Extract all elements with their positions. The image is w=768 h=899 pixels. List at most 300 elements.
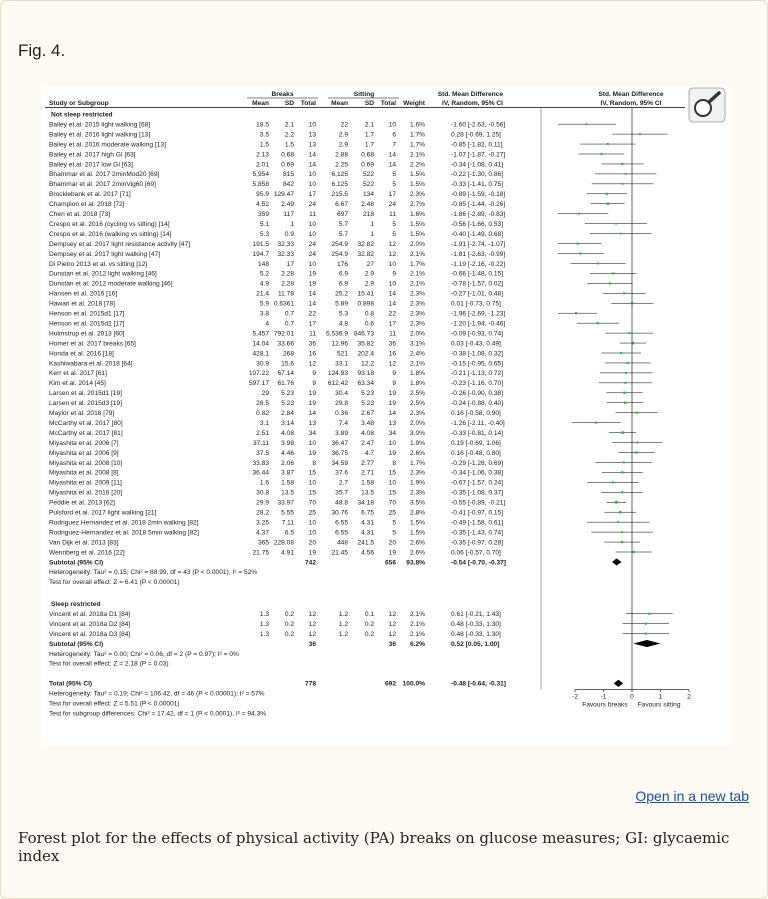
g0-study-0-sd-breaks: 2.1 — [284, 121, 294, 129]
g0-study-28-point — [624, 402, 626, 404]
subgroup-1-subtotal-label: Subtotal (95% CI) — [49, 640, 104, 648]
g1-study-0-n-breaks: 12 — [308, 610, 316, 618]
g0-study-33-weight: 2.6% — [409, 449, 425, 457]
g0-study-38-n-sitting: 70 — [388, 499, 396, 507]
g0-study-15-sd-sitting: 2.9 — [364, 270, 374, 278]
g0-study-36-mean-breaks: 1.6 — [259, 479, 269, 487]
g0-study-22-n-sitting: 36 — [388, 340, 396, 348]
g0-study-18-n-breaks: 14 — [308, 300, 316, 308]
subgroup-1-subtotal-weight: 6.2% — [409, 640, 425, 648]
g0-study-23-ci: -0.38 [-1.08, 0.32] — [451, 350, 504, 358]
g0-study-16-mean-breaks: 4.9 — [259, 280, 269, 288]
g0-study-0-mean-breaks: 18.5 — [256, 121, 269, 129]
g0-study-41-mean-breaks: 4.37 — [256, 529, 269, 537]
g0-study-4-n-breaks: 14 — [308, 161, 316, 169]
g0-study-1-n-sitting: 6 — [392, 131, 396, 139]
g0-study-35-n-breaks: 15 — [308, 469, 316, 477]
g0-study-15-n-breaks: 19 — [308, 270, 316, 278]
g0-study-19-sd-sitting: 0.8 — [364, 310, 374, 318]
g0-study-29-point — [635, 412, 637, 414]
header-mean-breaks: Mean — [252, 100, 269, 107]
g0-study-28-sd-breaks: 5.23 — [281, 400, 294, 408]
g0-study-11-sd-breaks: 0.9 — [284, 230, 294, 238]
g0-study-37-ci: -0.35 [-1.08, 0.37] — [451, 489, 504, 497]
g0-study-2-ci: -0.85 [-1.82, 0.11] — [451, 141, 503, 149]
g0-study-14-sd-breaks: 17 — [286, 260, 294, 268]
g0-study-8-n-sitting: 24 — [388, 201, 396, 209]
g1-study-1-n-sitting: 12 — [388, 620, 396, 628]
subgroup-0-overall-test: Test for overall effect: Z = 6.41 (P < 0.00001) — [49, 579, 180, 587]
x-tick-label-2: 0 — [630, 693, 634, 701]
g1-study-1-sd-breaks: 0.2 — [284, 620, 294, 628]
g0-study-38-ci: -0.55 [-0.89, -0.21] — [451, 499, 506, 507]
g0-study-43-ci: 0.06 [-0.57, 0.70] — [451, 549, 501, 557]
g1-study-2-mean-breaks: 1.3 — [259, 630, 269, 638]
g0-study-39-sd-sitting: 6.75 — [361, 509, 374, 517]
g0-study-24-name: Kashiwabara et al. 2018 [64] — [49, 360, 133, 368]
g0-study-42-sd-breaks: 228.08 — [273, 539, 294, 547]
g0-study-21-n-breaks: 11 — [309, 330, 316, 338]
g0-study-26-mean-breaks: 597.17 — [248, 380, 269, 388]
g0-study-38-n-breaks: 70 — [308, 499, 316, 507]
g0-study-5-sd-breaks: 815 — [282, 171, 294, 179]
g0-study-0-n-sitting: 10 — [388, 121, 396, 129]
g0-study-29-mean-breaks: 0.82 — [256, 410, 269, 417]
g0-study-16-ci: -0.78 [-1.57, 0.02] — [451, 280, 504, 288]
g0-study-43-weight: 2.6% — [409, 549, 425, 557]
g1-study-0-n-sitting: 12 — [388, 610, 396, 618]
g0-study-20-n-sitting: 17 — [388, 320, 396, 328]
g0-study-20-name: Henson et al. 2015d2 [17] — [49, 320, 125, 328]
subgroup-1-subtotal-n-breaks: 36 — [308, 640, 316, 648]
g0-study-12-weight: 2.0% — [409, 240, 425, 248]
g0-study-21-mean-sitting: 5,536.9 — [326, 330, 348, 338]
g0-study-4-name: Bailey et al. 2017 low GI [63] — [49, 161, 133, 169]
g0-study-2-name: Bailey et al. 2016 moderate walking [13] — [49, 141, 166, 149]
g0-study-35-name: Miyashita et al. 2008 [8] — [49, 469, 119, 477]
g0-study-11-sd-sitting: 1 — [370, 230, 374, 238]
g0-study-11-name: Crespo et al. 2016 (walking vs sitting) [14] — [49, 230, 172, 238]
subgroup-0-subtotal-label: Subtotal (95% CI) — [49, 559, 104, 567]
g0-study-17-mean-sitting: 25.2 — [335, 290, 348, 298]
g0-study-36-ci: -0.67 [-1.57, 0.24] — [451, 479, 504, 487]
forest-plot — [41, 86, 729, 746]
g0-study-15-point — [612, 272, 614, 274]
g0-study-40-ci: -0.49 [-1.58, 0.61] — [451, 519, 504, 527]
g0-study-4-ci: -0.34 [-1.08, 0.41] — [451, 161, 504, 169]
footer-line-1: Test for overall effect: Z = 5.51 (P < 0.00001) — [49, 700, 180, 708]
g1-study-0-name: Vincent et al. 2018a D1 [84] — [49, 610, 131, 618]
g0-study-1-mean-sitting: 2.9 — [338, 131, 348, 139]
g0-study-17-name: Hansen et al. 2016 [16] — [49, 290, 118, 298]
g0-study-39-mean-sitting: 30.76 — [331, 509, 348, 517]
g0-study-20-n-breaks: 17 — [308, 320, 316, 328]
g0-study-34-sd-sitting: 2.77 — [361, 459, 374, 467]
g0-study-30-point — [595, 422, 597, 424]
g0-study-6-weight: 1.5% — [409, 181, 425, 189]
x-tick-label-1: -1 — [600, 693, 607, 701]
g0-study-13-weight: 2.1% — [409, 250, 425, 258]
g0-study-30-ci: -1.26 [-2.11, -0.40] — [451, 419, 505, 427]
g0-study-41-n-sitting: 5 — [392, 529, 396, 537]
subgroup-1-subtotal-n-sitting: 36 — [388, 640, 396, 648]
g0-study-18-mean-sitting: 5.89 — [335, 300, 348, 308]
header-weight: Weight — [403, 100, 425, 107]
g0-study-23-point — [620, 352, 622, 354]
g0-study-20-ci: -1.20 [-1.94, -0.46] — [451, 320, 506, 328]
g0-study-34-n-breaks: 8 — [312, 459, 316, 467]
total-n-breaks: 778 — [304, 680, 316, 688]
g0-study-25-sd-breaks: 67.14 — [277, 370, 294, 378]
subgroup-1-heterogeneity: Heterogeneity: Tau² = 0.00; Chi² = 0.06, df = 2 (P = 0.97); I² = 0% — [49, 650, 239, 658]
g0-study-16-point — [609, 282, 611, 284]
g0-study-39-name: Pulsford et al. 2017 light walking [21] — [49, 509, 157, 517]
g0-study-35-point — [621, 471, 623, 473]
g0-study-30-mean-sitting: 7.4 — [338, 419, 348, 427]
g0-study-2-sd-breaks: 1.5 — [284, 141, 294, 149]
g0-study-17-weight: 2.3% — [409, 290, 425, 298]
g0-study-23-mean-breaks: 428.1 — [252, 350, 269, 358]
g0-study-19-sd-breaks: 0.7 — [284, 310, 294, 318]
g0-study-5-sd-sitting: 522 — [362, 171, 374, 179]
g0-study-20-weight: 2.3% — [409, 320, 425, 328]
g0-study-32-n-breaks: 10 — [308, 439, 316, 447]
g0-study-31-name: McCarthy et al. 2017 [81] — [49, 429, 123, 437]
g0-study-6-name: Bhammar et al. 2017 2minVig60 [69] — [49, 181, 156, 189]
g0-study-12-sd-sitting: 32.82 — [357, 240, 374, 248]
g0-study-1-mean-breaks: 3.5 — [259, 131, 269, 139]
g0-study-38-point — [615, 501, 618, 504]
g0-study-5-n-sitting: 5 — [392, 171, 396, 179]
g0-study-22-weight: 3.1% — [409, 340, 425, 348]
g0-study-15-sd-breaks: 2.28 — [281, 270, 294, 278]
header-study: Study or Subgroup — [49, 100, 109, 107]
open-in-new-tab-link[interactable]: Open in a new tab — [635, 788, 749, 804]
g0-study-3-name: Bailey et al. 2017 high GI [63] — [49, 151, 136, 159]
g0-study-22-mean-breaks: 14.04 — [252, 340, 269, 348]
g0-study-24-n-sitting: 12 — [388, 360, 396, 368]
g0-study-30-name: McCarthy et al. 2017 [80] — [49, 419, 123, 427]
g0-study-10-weight: 1.5% — [409, 220, 425, 228]
g0-study-10-sd-sitting: 1 — [370, 220, 374, 228]
g0-study-36-weight: 1.9% — [409, 479, 425, 487]
g0-study-31-sd-sitting: 4.08 — [361, 429, 374, 437]
g0-study-30-weight: 2.0% — [409, 419, 425, 427]
g0-study-1-sd-breaks: 2.2 — [284, 131, 294, 139]
g0-study-19-weight: 2.3% — [409, 310, 425, 318]
g0-study-10-mean-sitting: 5.7 — [338, 220, 348, 228]
g0-study-12-point — [577, 243, 579, 245]
g0-study-34-mean-breaks: 33.83 — [252, 459, 269, 467]
g0-study-28-mean-breaks: 28.5 — [256, 400, 269, 408]
header-sd-sitting: SD — [364, 100, 374, 107]
g1-study-0-sd-breaks: 0.2 — [284, 610, 294, 618]
magnifier-icon[interactable] — [689, 88, 725, 122]
g0-study-40-mean-sitting: 6.55 — [335, 519, 348, 527]
g0-study-28-mean-sitting: 29.8 — [335, 400, 348, 408]
g0-study-7-sd-breaks: 129.47 — [273, 191, 294, 199]
g0-study-9-point — [578, 213, 580, 215]
g0-study-18-sd-breaks: 0.6361 — [273, 300, 294, 308]
g1-study-1-n-breaks: 12 — [308, 620, 316, 628]
g0-study-37-name: Miyashita et al. 2016 [20] — [49, 489, 123, 497]
g0-study-7-ci: -0.89 [-1.59, -0.18] — [451, 191, 506, 199]
g0-study-13-n-sitting: 12 — [388, 250, 396, 258]
g0-study-13-n-breaks: 24 — [308, 250, 316, 258]
g0-study-37-point — [621, 491, 623, 493]
g0-study-39-weight: 2.8% — [409, 509, 425, 517]
g0-study-26-name: Kim et al. 2014 [45] — [49, 380, 106, 388]
g0-study-10-n-sitting: 5 — [392, 220, 396, 228]
g0-study-33-name: Miyashita et al. 2006 [9] — [49, 449, 119, 457]
g0-study-37-sd-breaks: 13.5 — [281, 489, 294, 497]
g0-study-9-sd-sitting: 218 — [362, 211, 374, 218]
g0-study-43-name: Wennberg et al. 2016 [22] — [49, 549, 125, 557]
g1-study-1-name: Vincent et al. 2018a D2 [84] — [49, 620, 131, 628]
g0-study-26-ci: -0.23 [-1.16, 0.70] — [451, 380, 504, 388]
g0-study-4-sd-sitting: 0.69 — [361, 161, 374, 169]
g0-study-34-n-sitting: 8 — [392, 459, 396, 467]
g0-study-13-sd-breaks: 32.33 — [277, 250, 294, 258]
g0-study-32-weight: 1.9% — [409, 439, 425, 447]
header-sd-breaks: SD — [284, 100, 294, 107]
g0-study-9-ci: -1.86 [-2.89, -0.83] — [451, 211, 506, 218]
g0-study-15-mean-breaks: 5.2 — [259, 270, 269, 278]
g0-study-39-sd-breaks: 5.55 — [281, 509, 294, 517]
g0-study-11-n-sitting: 5 — [392, 230, 396, 238]
g0-study-37-n-breaks: 15 — [308, 489, 316, 497]
g0-study-25-mean-sitting: 124.93 — [327, 370, 348, 378]
g0-study-33-point — [635, 451, 637, 453]
x-tick-label-4: 2 — [687, 693, 691, 701]
g0-study-5-ci: -0.22 [-1.30, 0.86] — [451, 171, 504, 179]
g0-study-9-mean-breaks: 359 — [257, 211, 269, 218]
g1-study-0-ci: 0.61 [-0.21, 1.43] — [451, 610, 501, 618]
g0-study-6-sd-sitting: 522 — [362, 181, 374, 189]
g0-study-8-sd-breaks: 2.49 — [281, 201, 294, 209]
g0-study-31-mean-breaks: 2.51 — [256, 429, 269, 437]
g0-study-6-sd-breaks: 842 — [282, 181, 294, 189]
g1-study-0-mean-sitting: 1.2 — [338, 610, 348, 618]
g0-study-25-sd-sitting: 93.18 — [357, 370, 374, 378]
g0-study-11-mean-sitting: 5.7 — [338, 230, 348, 238]
g0-study-8-weight: 2.7% — [409, 201, 425, 209]
g0-study-34-sd-breaks: 2.06 — [281, 459, 294, 467]
g0-study-5-weight: 1.5% — [409, 171, 425, 179]
g0-study-4-n-sitting: 14 — [388, 161, 396, 169]
g0-study-32-sd-breaks: 3.98 — [281, 439, 294, 447]
g0-study-26-point — [624, 382, 626, 384]
g0-study-9-name: Chen et al. 2018 [73] — [49, 211, 111, 218]
g0-study-24-ci: -0.15 [-0.95, 0.65] — [451, 360, 504, 368]
g0-study-5-mean-sitting: 6,125 — [331, 171, 348, 179]
g0-study-20-point — [597, 322, 599, 324]
g0-study-9-sd-breaks: 117 — [283, 211, 294, 218]
g0-study-33-sd-breaks: 4.46 — [281, 449, 294, 457]
g0-study-16-mean-sitting: 6.9 — [338, 280, 348, 288]
g0-study-22-name: Homer et al. 2017 breaks [65] — [49, 340, 136, 348]
g0-study-0-sd-sitting: 2.1 — [364, 121, 374, 129]
g0-study-28-weight: 2.5% — [409, 400, 425, 408]
g0-study-43-n-sitting: 19 — [388, 549, 396, 557]
g0-study-38-weight: 3.5% — [409, 499, 425, 507]
g0-study-37-n-sitting: 15 — [388, 489, 396, 497]
header-total-breaks: Total — [300, 100, 316, 107]
g0-study-4-mean-breaks: 2.01 — [256, 161, 269, 169]
g0-study-30-n-sitting: 13 — [388, 419, 396, 427]
footer-line-2: Test for subgroup differences: Chi² = 17.42, df = 1 (P < 0.0001), I² = 94.3% — [49, 710, 267, 718]
g0-study-21-sd-sitting: 846.73 — [353, 330, 374, 338]
g1-study-1-ci: 0.48 [-0.33, 1.30] — [451, 620, 501, 628]
g0-study-36-n-sitting: 10 — [388, 479, 396, 487]
forest-plot-image[interactable] — [41, 86, 729, 746]
g0-study-2-point — [607, 143, 609, 145]
g1-study-0-sd-sitting: 0.1 — [364, 610, 374, 618]
g0-study-27-weight: 2.5% — [409, 390, 425, 398]
g0-study-43-point — [633, 551, 635, 553]
g0-study-41-sd-breaks: 6.5 — [284, 529, 294, 537]
g0-study-25-n-sitting: 9 — [392, 370, 396, 378]
g1-study-2-n-breaks: 12 — [308, 630, 316, 638]
g0-study-23-sd-breaks: 268 — [282, 350, 294, 358]
g0-study-41-weight: 1.5% — [409, 529, 425, 537]
g1-study-1-weight: 2.1% — [409, 620, 425, 628]
g0-study-12-mean-breaks: 191.5 — [252, 240, 269, 248]
header-effect-title: Std. Mean Difference — [437, 91, 503, 98]
g0-study-14-name: Di Pietro 2013 et al. vs sitting [12] — [49, 260, 148, 268]
g0-study-17-mean-breaks: 21.4 — [256, 290, 269, 298]
g0-study-0-mean-sitting: 22 — [340, 121, 348, 129]
g0-study-0-ci: -1.60 [-2.63, -0.56] — [451, 121, 506, 129]
g1-study-0-point — [648, 613, 650, 615]
g0-study-7-weight: 2.3% — [409, 191, 425, 199]
g0-study-0-name: Bailey et al. 2015 light walking [68] — [49, 121, 151, 129]
g0-study-18-mean-breaks: 5.9 — [259, 300, 269, 308]
g0-study-41-ci: -0.35 [-1.43, 0.74] — [451, 529, 504, 537]
subgroup-0-subtotal-n-sitting: 656 — [384, 559, 396, 567]
g0-study-15-mean-sitting: 6.9 — [338, 270, 348, 278]
g0-study-1-point — [639, 133, 641, 135]
g0-study-20-sd-breaks: 0.7 — [284, 320, 294, 328]
g0-study-29-name: Maylor et al. 2018 [79] — [49, 410, 115, 417]
g0-study-40-n-sitting: 5 — [392, 519, 396, 527]
g0-study-27-name: Larsen et al. 2015d1 [19] — [49, 390, 122, 398]
g0-study-29-sd-breaks: 2.84 — [281, 410, 294, 417]
total-weight: 100.0% — [402, 680, 425, 688]
g0-study-24-weight: 2.1% — [409, 360, 425, 368]
g0-study-42-mean-breaks: 365 — [257, 539, 269, 547]
g0-study-18-weight: 2.3% — [409, 300, 425, 308]
g0-study-19-ci: -1.96 [-2.69, -1.23] — [451, 310, 506, 318]
g0-study-24-sd-sitting: 12.2 — [361, 360, 374, 368]
subgroup-1-overall-test: Test for overall effect: Z = 2.18 (P = 0.03) — [49, 660, 169, 668]
subgroup-0-heterogeneity: Heterogeneity: Tau² = 0.15; Chi² = 88.99, df = 43 (P < 0.0001); I² = 52% — [49, 569, 258, 577]
g0-study-32-mean-breaks: 37.11 — [252, 439, 269, 447]
g0-study-16-n-sitting: 10 — [388, 280, 396, 288]
g1-study-2-name: Vincent et al. 2018a D3 [84] — [49, 630, 131, 638]
g0-study-23-name: Honda et al. 2016 [18] — [49, 350, 114, 358]
g0-study-40-mean-breaks: 3.25 — [256, 519, 269, 527]
g0-study-25-n-breaks: 9 — [312, 370, 316, 378]
g0-study-38-mean-sitting: 48.8 — [335, 499, 348, 507]
g0-study-5-point — [625, 173, 627, 175]
g0-study-2-n-sitting: 7 — [392, 141, 396, 149]
g0-study-35-sd-breaks: 3.87 — [281, 469, 294, 477]
subgroup-1-name: Sleep restricted — [51, 601, 101, 609]
g0-study-16-n-breaks: 19 — [308, 280, 316, 288]
g0-study-14-n-sitting: 10 — [388, 260, 396, 268]
g0-study-17-point — [623, 292, 625, 294]
g0-study-3-point — [600, 153, 602, 155]
g1-study-2-point — [645, 633, 647, 635]
g0-study-40-name: Rodriguez Hernandez et al. 2018 2min walking [82] — [49, 519, 199, 527]
g0-study-7-mean-sitting: 215.5 — [331, 191, 348, 199]
g0-study-24-mean-breaks: 30.9 — [256, 360, 269, 368]
g0-study-26-n-sitting: 9 — [392, 380, 396, 388]
g0-study-9-mean-sitting: 697 — [336, 211, 348, 218]
g0-study-23-n-breaks: 16 — [308, 350, 316, 358]
g0-study-3-mean-breaks: 2.13 — [256, 151, 269, 159]
g0-study-35-n-sitting: 15 — [388, 469, 396, 477]
subgroup-1-subtotal-ci: 0.52 [0.05, 1.00] — [451, 640, 500, 648]
g0-study-0-weight: 1.6% — [409, 121, 425, 129]
g0-study-13-sd-sitting: 32.82 — [357, 250, 374, 258]
header-total-sitting: Total — [380, 100, 396, 107]
g0-study-32-mean-sitting: 36.47 — [331, 439, 348, 447]
g0-study-16-sd-breaks: 2.28 — [281, 280, 294, 288]
g0-study-12-sd-breaks: 32.33 — [277, 240, 294, 248]
header-breaks: Breaks — [271, 91, 294, 98]
g0-study-16-weight: 2.1% — [409, 280, 425, 288]
total-diamond — [614, 680, 623, 687]
g0-study-41-n-breaks: 10 — [308, 529, 316, 537]
g0-study-31-ci: -0.33 [-0.81, 0.14] — [451, 429, 504, 437]
g0-study-22-sd-breaks: 33.66 — [277, 340, 294, 348]
g0-study-3-sd-sitting: 0.68 — [361, 151, 374, 159]
g0-study-30-n-breaks: 13 — [308, 419, 316, 427]
g0-study-27-mean-breaks: 29 — [261, 390, 269, 398]
g0-study-8-ci: -0.85 [-1.44, -0.26] — [451, 201, 506, 209]
g0-study-12-name: Dempsey et al. 2017 light resistance activity [47] — [49, 240, 191, 248]
g0-study-11-point — [620, 233, 622, 235]
g0-study-24-point — [627, 362, 629, 364]
g0-study-9-weight: 1.6% — [409, 211, 425, 218]
g0-study-0-n-breaks: 10 — [308, 121, 316, 129]
g0-study-28-name: Larsen et al. 2015d3 [19] — [49, 400, 122, 408]
g0-study-37-mean-sitting: 35.7 — [335, 489, 348, 497]
g0-study-21-n-sitting: 11 — [389, 330, 396, 338]
g0-study-31-sd-breaks: 4.08 — [281, 429, 294, 437]
figure-label: Fig. 4. — [18, 41, 66, 60]
subgroup-0-subtotal-n-breaks: 742 — [304, 559, 316, 567]
g0-study-34-ci: -0.29 [-1.28, 0.69] — [451, 459, 504, 467]
g0-study-28-sd-sitting: 5.23 — [361, 400, 374, 408]
g0-study-38-mean-breaks: 29.9 — [256, 499, 269, 507]
g0-study-40-sd-breaks: 7.11 — [281, 519, 294, 527]
g0-study-34-mean-sitting: 34.59 — [331, 459, 348, 467]
g0-study-35-mean-breaks: 36.44 — [252, 469, 269, 477]
g0-study-10-name: Crespo et al. 2016 (cycling vs sitting) [14] — [49, 220, 170, 228]
g0-study-13-point — [579, 252, 581, 254]
g0-study-8-mean-sitting: 6.67 — [335, 201, 348, 209]
g0-study-35-weight: 2.3% — [409, 469, 425, 477]
g0-study-14-ci: -1.19 [-2.16, -0.22] — [451, 260, 506, 268]
g0-study-21-name: Holmstrup et al. 2013 [60] — [49, 330, 125, 338]
g0-study-15-weight: 2.1% — [409, 270, 425, 278]
g0-study-27-n-sitting: 19 — [388, 390, 396, 398]
g0-study-24-n-breaks: 12 — [308, 360, 316, 368]
g0-study-19-point — [575, 312, 577, 314]
